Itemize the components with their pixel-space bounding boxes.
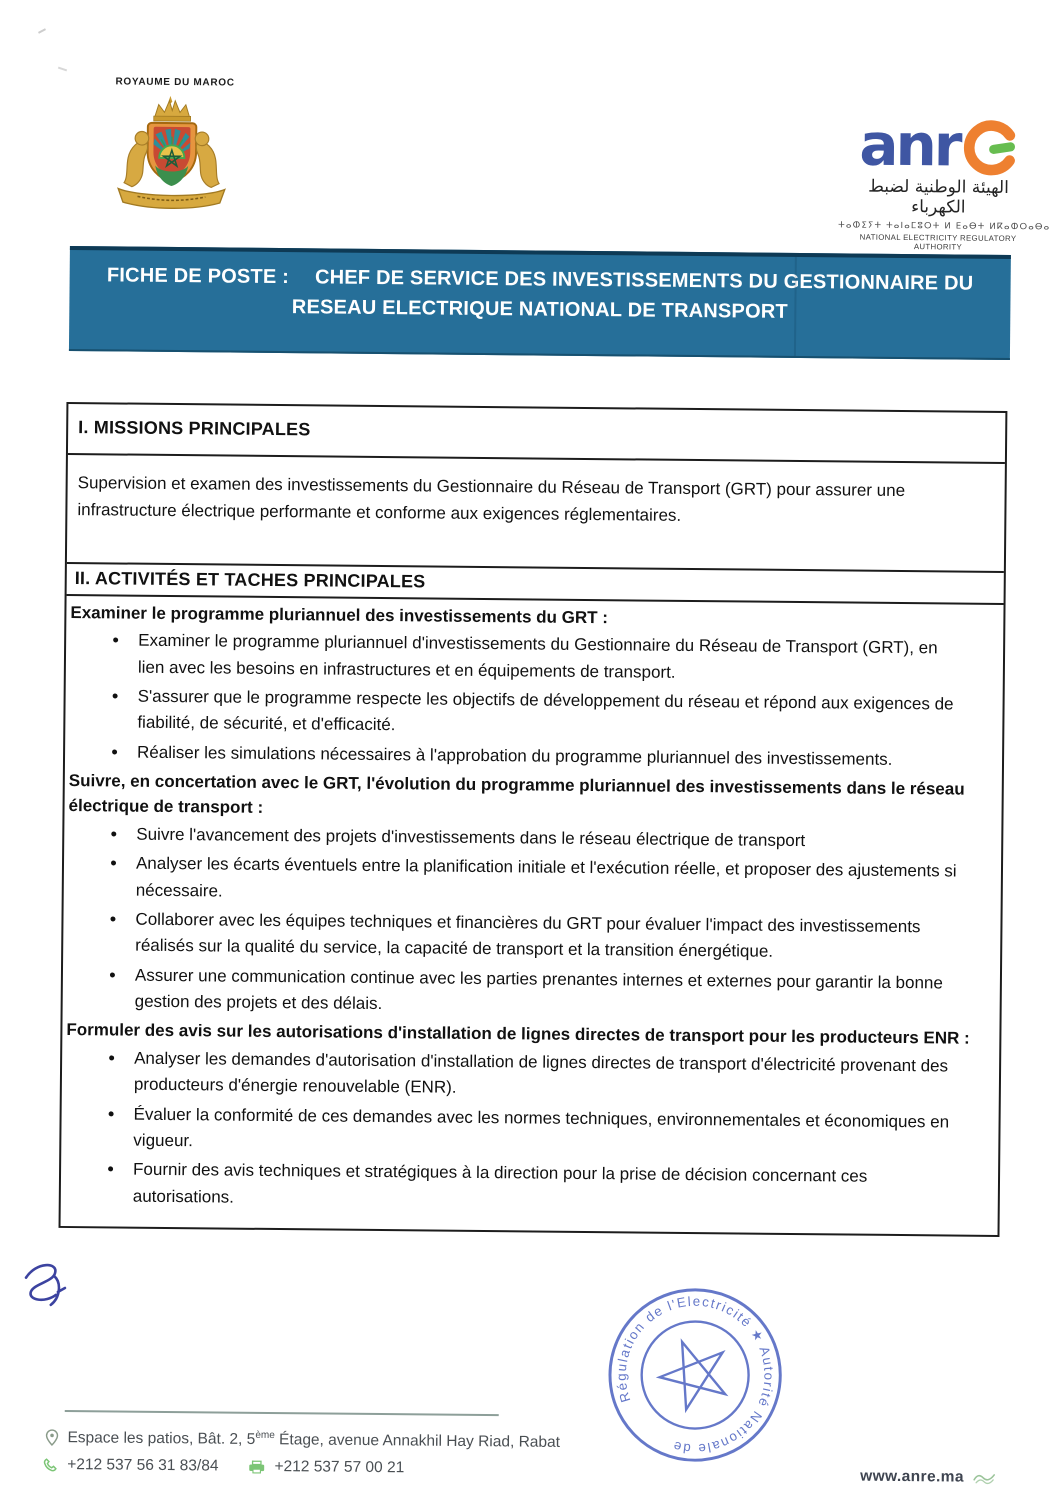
bullet-item: • Évaluer la conformité de ces demandes avec les normes techniques, environnementales et économiques en vigueur.: [125, 1101, 958, 1162]
section-heading-activities: II. ACTIVITÉS ET TACHES PRINCIPALES: [67, 562, 1004, 603]
anre-tifinagh-name: ⵜⴰⵀⵉⵢⵜ ⵜⴰⵏⴰⵎⵓⵔⵜ ⵍ ⴹⴰⴱⵜ ⵍⴽⴰⵀⵔⴰⴱⴰ: [838, 220, 1051, 233]
bullet-item: • S'assurer que le programme respecte les objectifs de développement du réseau et répond aux exigences de fiabilité, de sécurité, et d'efficacité.: [129, 684, 962, 745]
banner-role-line2: RESEAU ELECTRIQUE NATIONAL DE TRANSPORT: [291, 296, 788, 323]
activity-group-title: Formuler des avis sur les autorisations d'installation de lignes directes de transport pour les producteurs ENR :: [66, 1020, 970, 1049]
bullet-item: • Analyser les écarts éventuels entre la planification initiale et l'exécution réelle, et proposer des ajustements si nécessaire.: [128, 851, 961, 912]
banner-label: FICHE DE POSTE :: [106, 264, 290, 289]
anre-round-stamp: [592, 1275, 798, 1475]
bullet-item: • Analyser les demandes d'autorisation d'installation de lignes directes de transport d'électricité provenant des producteurs d'énergie renouvelable (ENR).: [126, 1045, 959, 1106]
morocco-coat-of-arms-icon: [108, 92, 235, 221]
handwritten-initials-mark: [10, 1257, 85, 1324]
stamp-circular-text: Régulation de l'Electricité ★ Autorité Nationale de: [613, 1293, 777, 1457]
anre-logo: [838, 110, 1051, 252]
bullet-item: • Assurer une communication continue avec les parties prenantes internes et externes pour garantir la bonne gestion des projets et des délais.: [127, 962, 960, 1023]
activity-bullet-list: [65, 821, 992, 1023]
missions-body: Supervision et examen des investissements du Gestionnaire du Réseau de Transport (GRT) pour assurer une infrastructure électrique performante et conforme aux exigences réglementaires.: [67, 453, 1005, 571]
anre-stylized-e-icon: [962, 120, 1019, 177]
bullet-item: • Réaliser les simulations nécessaires à l'approbation du programme pluriannuel des investissements.: [129, 739, 962, 773]
svg-text:Régulation de l'Electricité ★: [592, 1275, 798, 1475]
activity-group-title: Examiner le programme pluriannuel des investissements du GRT :: [70, 602, 609, 627]
website-url: www.anre.ma: [860, 1467, 964, 1486]
anre-wordmark: [839, 110, 1040, 180]
activities-content: [61, 594, 1004, 1235]
footer-divider: [65, 1410, 499, 1416]
activity-group-title: Suivre, en concertation avec le GRT, l'évolution du programme pluriannuel des investissements dans le réseau électrique de transport :: [68, 770, 965, 818]
phone-icon: [43, 1457, 58, 1472]
bullet-item: • Collaborer avec les équipes techniques et financières du GRT pour évaluer l'impact des investissements réalisés sur la qualité du service, la capacité de transport et la transition énergétique.: [127, 907, 960, 968]
location-pin-icon: [45, 1429, 58, 1446]
anre-wordmark-letters: anr: [859, 110, 960, 180]
signal-waves-icon: [972, 1470, 996, 1486]
footer-phones-line: [43, 1456, 404, 1477]
website-line: [860, 1468, 996, 1487]
job-description-table: [59, 402, 1008, 1237]
activity-bullet-list: [67, 627, 993, 774]
footer-address-text: Espace les patios, Bât. 2, 5ème Étage, avenue Annakhil Hay Riad, Rabat: [67, 1429, 561, 1451]
footer-address-line: [45, 1428, 560, 1452]
bullet-item: • Fournir des avis techniques et stratégiques à la direction pour la prise de décision concernant ces autorisations.: [125, 1157, 958, 1218]
bullet-item: • Suivre l'avancement des projets d'investissements dans le réseau électrique de transport: [128, 822, 961, 856]
anre-arabic-name: الهيئة الوطنية لضبط الكهرباء: [868, 176, 1009, 218]
footer-phone-number: +212 537 56 31 83/84: [67, 1456, 219, 1475]
banner-title-line1: [70, 264, 1011, 296]
kingdom-label: ROYAUME DU MAROC: [115, 76, 235, 89]
activity-bullet-list: [63, 1045, 990, 1218]
title-banner: [69, 246, 1011, 360]
bullet-item: • Examiner le programme pluriannuel d'investissements du Gestionnaire du Réseau de Transport (GRT), en lien avec les besoins en infrastructures et en équipements de transport.: [130, 628, 963, 689]
fax-icon: [248, 1460, 265, 1474]
banner-role-line1: CHEF DE SERVICE DES INVESTISSEMENTS DU GESTIONNAIRE DU: [314, 266, 974, 295]
footer-fax-number: +212 537 57 00 21: [274, 1458, 405, 1477]
section-heading-missions: I. MISSIONS PRINCIPALES: [78, 417, 311, 440]
anre-english-name: NATIONAL ELECTRICITY REGULATORY AUTHORITY: [859, 232, 1017, 252]
